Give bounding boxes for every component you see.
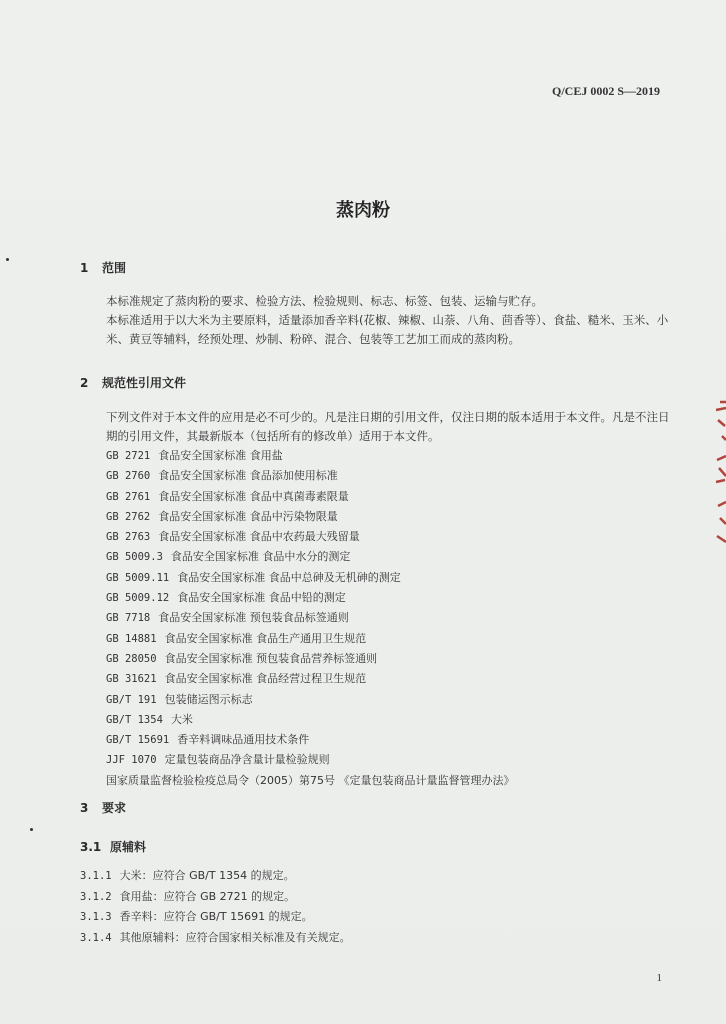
standard-code: Q/CEJ 0002 S—2019 bbox=[551, 84, 660, 98]
section-2-heading bbox=[80, 374, 186, 391]
reference-code: GB 2762 bbox=[106, 510, 151, 523]
section-1-heading bbox=[80, 259, 126, 276]
scan-mark bbox=[30, 828, 33, 831]
paragraph: 本标准适用于以大米为主要原料，适量添加香辛料(花椒、辣椒、山萘、八角、茴香等）、食盐、糙米、玉米、小米、黄豆等辅料，经预处理、炒制、粉碎、混合、包装等工艺加工而成的蒸肉粉。 bbox=[106, 313, 669, 346]
material-item bbox=[80, 928, 351, 949]
reference-code: GB 5009.3 bbox=[106, 551, 163, 564]
reference-code: JJF 1070 bbox=[106, 754, 157, 767]
clause-text: 其他原辅料：应符合国家相关标准及有关规定。 bbox=[119, 930, 351, 944]
reference-name: 包装储运图示标志 bbox=[164, 692, 253, 706]
reference-name: 定量包装商品净含量计量检验规则 bbox=[164, 753, 330, 767]
section-3-1-heading bbox=[80, 838, 146, 855]
reference-item bbox=[106, 608, 515, 628]
section-number: 1 bbox=[80, 261, 89, 275]
reference-item bbox=[106, 547, 515, 567]
material-item bbox=[80, 887, 351, 908]
reference-item bbox=[106, 527, 515, 547]
reference-list bbox=[106, 446, 515, 790]
section-number: 3 bbox=[80, 801, 89, 815]
reference-item bbox=[106, 446, 515, 466]
reference-code: GB 14881 bbox=[106, 632, 157, 645]
reference-item bbox=[106, 669, 515, 689]
material-item bbox=[80, 907, 351, 928]
reference-item bbox=[106, 507, 515, 527]
section-title: 规范性引用文件 bbox=[102, 376, 187, 390]
clause-text: 大米：应符合 GB/T 1354 的规定。 bbox=[119, 869, 295, 882]
clause-text: 食用盐：应符合 GB 2721 的规定。 bbox=[119, 889, 296, 903]
reference-name: 食品安全国家标准 食用盐 bbox=[158, 449, 283, 462]
reference-name: 食品安全国家标准 预包装食品营养标签通则 bbox=[164, 651, 378, 665]
section-3-heading bbox=[80, 799, 126, 816]
reference-item bbox=[106, 466, 515, 486]
reference-name: 香辛料调味品通用技术条件 bbox=[177, 733, 310, 747]
section-1-body bbox=[80, 292, 670, 349]
reference-item bbox=[106, 568, 515, 588]
clause-number: 3.1.4 bbox=[80, 931, 112, 944]
section-title: 原辅料 bbox=[110, 840, 147, 854]
section-title: 要求 bbox=[102, 801, 127, 815]
section-number: 3.1 bbox=[80, 840, 102, 854]
reference-item bbox=[106, 750, 515, 770]
reference-item bbox=[106, 771, 515, 790]
document-title: 蒸肉粉 bbox=[336, 200, 390, 221]
reference-name: 食品安全国家标准 食品添加使用标准 bbox=[158, 469, 338, 483]
material-item bbox=[80, 866, 351, 887]
reference-code: GB 2721 bbox=[106, 450, 151, 462]
reference-name: 食品安全国家标准 食品生产通用卫生规范 bbox=[164, 631, 367, 645]
reference-name: 食品安全国家标准 食品中真菌毒素限量 bbox=[158, 489, 349, 503]
seal-stamp-fragment bbox=[708, 396, 726, 546]
reference-code: GB 2760 bbox=[106, 470, 151, 483]
reference-name: 食品安全国家标准 食品经营过程卫生规范 bbox=[164, 672, 367, 686]
reference-name: 国家质量监督检验检疫总局令（2005）第75号 《定量包装商品计量监督管理办法》 bbox=[106, 773, 515, 787]
clause-number: 3.1.1 bbox=[80, 870, 112, 882]
reference-code: GB 5009.11 bbox=[106, 571, 170, 584]
reference-code: GB/T 191 bbox=[106, 693, 157, 706]
materials-list bbox=[80, 866, 351, 948]
reference-name: 食品安全国家标准 食品中水分的测定 bbox=[170, 550, 351, 564]
scan-mark bbox=[6, 258, 9, 261]
reference-code: GB/T 15691 bbox=[106, 734, 170, 747]
paragraph: 下列文件对于本文件的应用是必不可少的。凡是注日期的引用文件，仅注日期的版本适用于本文件。凡是不注日期的引用文件，其最新版本（包括所有的修改单）适用于本文件。 bbox=[106, 410, 670, 443]
page-number: 1 bbox=[656, 972, 662, 984]
clause-text: 香辛料：应符合 GB/T 15691 的规定。 bbox=[119, 910, 313, 923]
reference-name: 食品安全国家标准 预包装食品标签通则 bbox=[158, 611, 349, 625]
reference-code: GB 28050 bbox=[106, 652, 157, 665]
reference-name: 食品安全国家标准 食品中总砷及无机砷的测定 bbox=[177, 570, 401, 584]
paragraph: 本标准规定了蒸肉粉的要求、检验方法、检验规则、标志、标签、包装、运输与贮存。 bbox=[106, 294, 543, 308]
reference-name: 食品安全国家标准 食品中铅的测定 bbox=[177, 591, 346, 605]
reference-code: GB 2761 bbox=[106, 490, 151, 503]
reference-name: 大米 bbox=[170, 712, 193, 726]
clause-number: 3.1.3 bbox=[80, 911, 112, 923]
clause-number: 3.1.2 bbox=[80, 890, 112, 903]
reference-item bbox=[106, 487, 515, 507]
reference-item bbox=[106, 710, 515, 730]
reference-item bbox=[106, 588, 515, 608]
reference-code: GB 5009.12 bbox=[106, 592, 170, 605]
section-title: 范围 bbox=[102, 261, 127, 275]
section-number: 2 bbox=[80, 376, 89, 390]
reference-code: GB 31621 bbox=[106, 673, 157, 686]
reference-item bbox=[106, 730, 515, 750]
reference-name: 食品安全国家标准 食品中农药最大残留量 bbox=[158, 530, 360, 544]
reference-code: GB 7718 bbox=[106, 612, 151, 625]
reference-item bbox=[106, 690, 515, 710]
reference-item bbox=[106, 649, 515, 669]
reference-item bbox=[106, 629, 515, 649]
section-2-body bbox=[80, 408, 670, 446]
reference-name: 食品安全国家标准 食品中污染物限量 bbox=[158, 509, 338, 523]
reference-code: GB/T 1354 bbox=[106, 713, 163, 726]
reference-code: GB 2763 bbox=[106, 531, 151, 544]
